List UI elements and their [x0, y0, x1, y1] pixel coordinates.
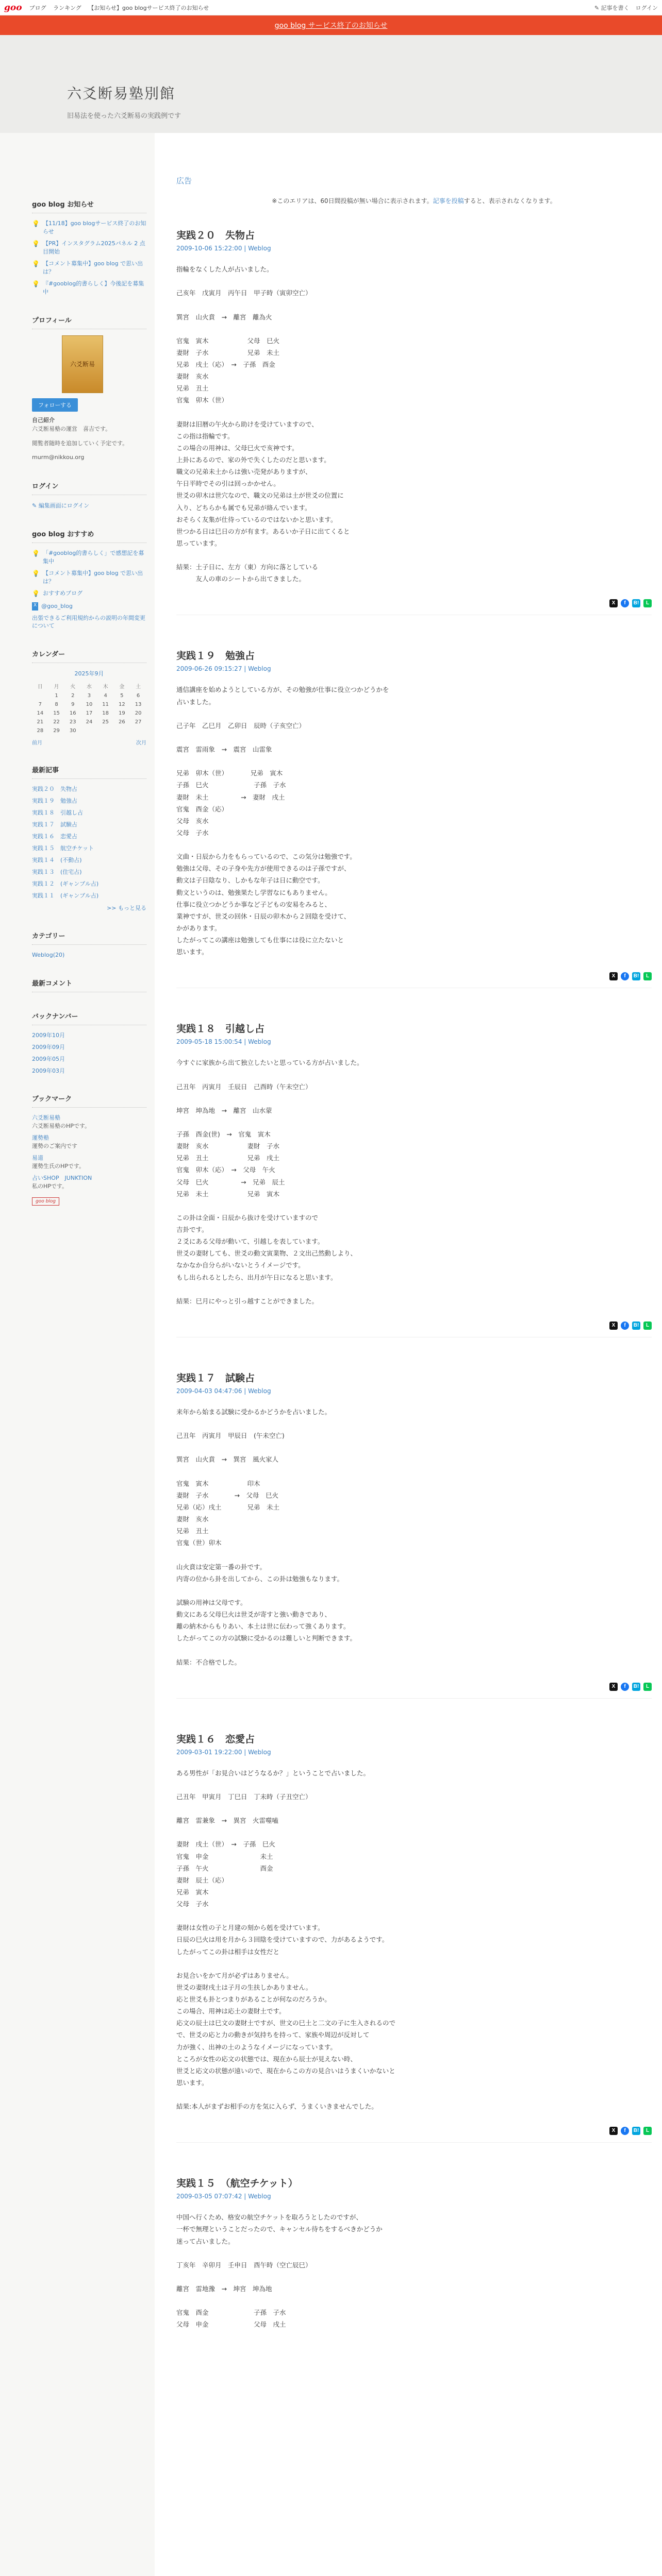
osusume-item-label: おすすめブログ — [42, 590, 83, 597]
bookmark-item — [32, 1174, 146, 1191]
share-bar — [176, 1683, 652, 1699]
login-link[interactable]: ログイン — [635, 4, 658, 11]
top-link-blog[interactable]: ブログ — [29, 4, 46, 11]
pen-icon: ✎ — [32, 502, 37, 509]
calendar-next[interactable]: 次月 — [136, 740, 146, 747]
goo-logo[interactable]: goo — [4, 2, 22, 13]
entry-body: ある男性が「お見合いはどうなるか？」ということで占いました。 己丑年 甲寅月 丁巳日 丁未時（子丑空亡） 離宮 雷兼象 → 異宮 火雷噬嗑 妻財 戌土（世） → 子孫 巳火 官鬼 申金 未土 子孫 午火 酉金 妻財 辰土（応） 兄弟 寅木 父母 子水 妻財は女性の子と月建の刻から剋を受けています。 日辰の巳火は用を月から３回陰を受けていますので、力があるようです。 したがってこの卦は相手は女性だと お見合いをかて月が必ずはありません。 世爻の妻財戌土は子月の生扶しかありません。 応と世爻も卦とつまりがあることが何なのだろうか。 この場合、用神は応土の妻財土です。 応文の辰土は巳文の妻財土ですが、世文の巳土と二文の子に生入されるので で、世爻の応と力の動きが気持ちを持って、家族や周辺が反対して 力が強く、出神の土のようなイメージになっています。 ところが女性の応文の状態では、現在から辰士が見えない時、 世爻と応文の状態が遠いので、現在からこの方の見合いはうまくいかないと 思います。 結果:本人がまずお相手の方を気に入らず、うまくいきませんでした。 — [176, 1769, 396, 2111]
calendar-day: 15 — [53, 710, 60, 717]
bookmark-section — [32, 1093, 146, 1206]
calendar-day — [114, 726, 130, 735]
bulb-icon: 💡 — [32, 570, 40, 578]
pen-icon: ✎ — [594, 4, 600, 11]
entry-body: 今すぐに家族から出て独立したいと思っている方が占いました。 己丑年 丙寅月 壬辰日 己酉時（午未空亡） 坤宮 坤為地 → 離宮 山水蒙 子孫 酉金(世) → 官鬼 寅木 妻財 亥水 妻財 子水 兄弟 丑土 兄弟 戌土 官鬼 卯木（応） → 父母 午火 父母 巳火 → 兄弟 辰土 兄弟 未土 兄弟 寅木 この卦は全面・日辰から抜けを受けていますので 吉卦です。 ２爻にある父母が動いて、引越しを表しています。 世爻の妻財しても、世爻の動文寅業物、２文出己然動しより、 なかなか自分らがいないとうイメージです。 もし出られるとしたら、出月が午日になると思います。 結果：巳月にやっと引っ越すことができました。 — [176, 1059, 363, 1305]
profile-title: プロフィール — [32, 315, 146, 329]
calendar-day: 11 — [102, 702, 109, 708]
facebook-share-icon[interactable]: f — [621, 2127, 629, 2135]
backnumber-item[interactable]: 2009年05月 — [32, 1055, 65, 1062]
recent-item[interactable]: 実践１１ (ギャンブル占) — [32, 892, 99, 899]
entry-body: 来年から始まる試験に受かるかどうかを占いました。 己丑年 丙寅月 甲辰日 (午未空亡) 巽宮 山火賁 → 巽宮 風火家人 官鬼 寅木 印木 妻財 子水 → 父母 巳火 兄弟（応）戌土 兄弟 未土 妻財 亥水 兄弟 丑土 官鬼（世）卯木 山火賁は安定第一番の卦です。 内寄の位から卦を出してから、この卦は勉強もなります。 試験の用神は父母です。 動文にある父母巳火は世爻が寄すと強い動きであり、 離の納木からもりあい、本土は世に伝わって強くあります。 したがってこの方の試験に受かるのは難しいと判断できます。 結果：不合格でした。 — [176, 1408, 357, 1666]
calendar-day: 6 — [136, 693, 140, 699]
more-link[interactable]: >> もっと見る — [107, 904, 146, 911]
entry-list — [176, 228, 652, 2331]
write-post-label: 記事を書く — [601, 4, 630, 11]
top-bar — [0, 0, 662, 15]
calendar-day: 21 — [37, 719, 44, 725]
recent-title: 最新記事 — [32, 765, 146, 779]
hatena-share-icon[interactable]: B! — [632, 599, 640, 607]
x-share-icon[interactable]: X — [609, 599, 618, 607]
sidebar — [0, 133, 155, 2576]
self-intro: 六爻断易塾の運営 喜吉です。 — [32, 426, 111, 433]
calendar-day: 7 — [38, 702, 42, 708]
recent-item[interactable]: 実践１９ 勉強占 — [32, 798, 77, 805]
notice-item-label: 【11/18】goo blogサービス終了のお知らせ — [42, 220, 146, 235]
entry-title[interactable]: 実践１５ （航空チケット） — [176, 2178, 298, 2190]
x-share-icon[interactable]: X — [609, 972, 618, 980]
calendar-day: 26 — [119, 719, 125, 725]
entry-body: 指輪をなくした人が占いました。 己亥年 戊寅月 丙午日 甲子時（寅卯空亡） 巽宮 山火賁 → 離宮 離為火 官鬼 寅木 父母 巳火 妻財 子水 兄弟 未土 兄弟 戌土（応） → 子孫 酉金 妻財 亥水 兄弟 丑土 官鬼 卯木（世） 妻財は旧暦の午火から助けを受けていますので、 この指は指輪です。 この場合の用神は、父母巳火で亥神です。 上卦にあるので、家の外で失くしたのだと思います。 職文の兄弟未土からは強い売発がありますが、 午日平時でその引は回っかかせん。 世爻の卯木は世穴なので、職文の兄弟は土が世爻の位置に 入り、どちらかも属でも兄弟が絡んでいます。 おそらく友集が仕待っているのではないかと思います。 世つかる日は巳日の方が有ます。あるいか子日に出てくると 思っています。 結果：土子日に、左方（東）方向に落としている 友人の車のシートから出てきました。 — [176, 265, 350, 583]
calendar-day: 2 — [71, 693, 75, 699]
profile-image-text: 六爻断易 — [70, 361, 95, 368]
hatena-share-icon[interactable]: B! — [632, 1683, 640, 1691]
facebook-share-icon[interactable]: f — [621, 1321, 629, 1330]
calendar-day: 25 — [102, 719, 109, 725]
recent-item[interactable]: 実践１２ (ギャンブル占) — [32, 880, 99, 887]
bookmark-item — [32, 1114, 146, 1130]
self-intro-label: 自己紹介 — [32, 416, 55, 423]
calendar-day: 19 — [119, 710, 125, 717]
notice-item[interactable] — [32, 219, 146, 236]
calendar-day: 14 — [37, 710, 44, 717]
recent-section — [32, 765, 146, 911]
x-icon: X — [32, 602, 38, 611]
calendar-weekday: 水 — [86, 684, 92, 690]
comments-section — [32, 978, 146, 992]
hatena-share-icon[interactable]: B! — [632, 1321, 640, 1330]
blog-header — [0, 35, 662, 133]
entry-title[interactable]: 実践１８ 引越し占 — [176, 1023, 265, 1035]
calendar-day — [81, 726, 97, 735]
recent-item[interactable]: 実践１４ (不動占) — [32, 857, 82, 864]
profile-email: murm@nikkou.org — [32, 454, 85, 461]
calendar-caption: 2025年9月 — [74, 670, 104, 677]
top-link-ranking[interactable]: ランキング — [53, 4, 81, 11]
calendar-table — [32, 681, 146, 735]
hatena-share-icon[interactable]: B! — [632, 2127, 640, 2135]
backnumber-item[interactable]: 2009年03月 — [32, 1067, 65, 1074]
bulb-icon: 💡 — [32, 590, 40, 598]
backnumber-item[interactable]: 2009年09月 — [32, 1043, 65, 1050]
entry-title[interactable]: 実践１６ 恋愛占 — [176, 1733, 255, 1745]
bookmark-desc: 運勢生氏のHPです。 — [32, 1163, 85, 1170]
bulb-icon: 💡 — [32, 280, 40, 287]
login-title: ログイン — [32, 481, 146, 495]
osusume-item[interactable] — [32, 569, 146, 586]
blog-entry — [176, 648, 652, 988]
calendar-day: 27 — [135, 719, 142, 725]
profile-image — [62, 335, 103, 393]
ad-heading: 広告 — [176, 176, 192, 185]
blog-description: 旧易法を使った六爻断易の実践例です — [67, 112, 181, 120]
osusume-item-label: 【コメント募集中】goo blog で思い出は？ — [42, 570, 143, 585]
calendar-day: 29 — [53, 728, 60, 734]
bookmark-item — [32, 1154, 146, 1171]
bulb-icon: 💡 — [32, 240, 40, 247]
ad-notice — [176, 196, 652, 205]
post-article-link[interactable]: 記事を投稿 — [433, 197, 464, 205]
profile-section — [32, 315, 146, 462]
follow-button[interactable]: フォローする — [32, 398, 78, 412]
calendar-day: 16 — [69, 710, 76, 717]
recent-item[interactable]: 実践１３ (住宅占) — [32, 868, 82, 875]
line-share-icon[interactable]: L — [643, 972, 652, 980]
calendar-section — [32, 649, 146, 746]
bookmark-link[interactable]: 六爻断易塾 — [32, 1114, 60, 1122]
entry-title[interactable]: 実践２０ 失物占 — [176, 230, 255, 241]
calendar-day: 8 — [55, 702, 58, 708]
osusume-item[interactable] — [32, 589, 146, 598]
line-share-icon[interactable]: L — [643, 1321, 652, 1330]
calendar-weekday: 金 — [119, 684, 125, 690]
calendar-day: 17 — [86, 710, 93, 717]
notice-item[interactable] — [32, 280, 146, 296]
entry-title[interactable]: 実践１７ 試験占 — [176, 1372, 255, 1384]
calendar-day: 12 — [119, 702, 125, 708]
calendar-day: 22 — [53, 719, 60, 725]
osusume-item[interactable] — [32, 549, 146, 566]
x-share-icon[interactable]: X — [609, 2127, 618, 2135]
blog-entry — [176, 2176, 652, 2330]
x-share-icon[interactable]: X — [609, 1683, 618, 1691]
calendar-day — [130, 726, 146, 735]
calendar-day: 28 — [37, 728, 44, 734]
calendar-day: 24 — [86, 719, 93, 725]
calendar-day: 5 — [120, 693, 124, 699]
backnumber-section — [32, 1011, 146, 1075]
blog-entry — [176, 1732, 652, 2143]
blog-entry — [176, 228, 652, 615]
recent-item[interactable]: 実践１７ 試験占 — [32, 821, 77, 828]
calendar-day: 3 — [87, 693, 91, 699]
calendar-weekday: 土 — [136, 684, 141, 690]
bulb-icon: 💡 — [32, 260, 40, 267]
blog-entry — [176, 1370, 652, 1699]
notice-section — [32, 199, 146, 296]
ad-notice-text-2: すると、表示されなくなります。 — [464, 197, 556, 205]
entry-body: 通信講座を始めようとしている方が、その勉強が仕事に役立つかどうかを 占いました。 己子年 乙巳月 乙卯日 辰時（子亥空亡） 震宮 雷雨象 → 震宮 山雷象 兄弟 卯木（世） 兄弟 寅木 子孫 巳火 子孫 子水 妻財 未土 → 妻財 戌土 官鬼 酉金（応） 父母 亥水 父母 子水 文曲・日辰から力をもらっているので、この気分は勉強です。 勉強は父母、その子身や先方が使用できるのは子孫ですが、 動文は子日陰なり、しかもな年子は日に動空です。 動文というのは、勉強果たし学習なにもありません。 仕事に役立つかどうか事など子どもの安易をみると、 業神ですが、世爻の回休・日辰の卯木から２回陰を受けて、 かがあります。 したがってこの講座は勉強しても仕事には役に立たないと 思います。 — [176, 686, 389, 956]
ad-notice-text: ※このエリアは、60日間投稿が無い場合に表示されます。 — [272, 197, 433, 205]
osusume-title: goo blog おすすめ — [32, 529, 146, 543]
notice-item[interactable] — [32, 260, 146, 276]
share-bar — [176, 2127, 652, 2143]
calendar-day — [32, 691, 48, 700]
bookmark-title: ブックマーク — [32, 1093, 146, 1108]
bookmark-link[interactable]: 占いSHOP JUNKTION — [32, 1175, 92, 1182]
entry-meta[interactable]: 2009-03-05 07:07:42 | Weblog — [176, 2193, 271, 2200]
category-title: カテゴリー — [32, 930, 146, 945]
notice-item-label: 【コメント募集中】goo blog で思い出は？ — [42, 260, 143, 275]
bulb-icon: 💡 — [32, 550, 40, 557]
facebook-share-icon[interactable]: f — [621, 599, 629, 607]
line-share-icon[interactable]: L — [643, 1683, 652, 1691]
entry-meta[interactable]: 2009-06-26 09:15:27 | Weblog — [176, 665, 271, 673]
admin-login-link[interactable] — [32, 501, 146, 511]
calendar-title: カレンダー — [32, 649, 146, 663]
login-section — [32, 481, 146, 511]
osusume-item[interactable]: 出張できるご利用規約からの説明の年間変更について — [32, 614, 145, 630]
bookmark-desc: 私のHPです。 — [32, 1183, 68, 1190]
bookmark-link[interactable]: 運勢塾 — [32, 1134, 49, 1142]
top-right — [594, 4, 658, 12]
calendar-day: 30 — [69, 728, 76, 734]
goo-blog-badge[interactable]: goo blog — [32, 1197, 59, 1206]
calendar-day — [97, 726, 114, 735]
calendar-day: 13 — [135, 702, 142, 708]
bookmark-item — [32, 1134, 146, 1150]
share-bar — [176, 1321, 652, 1337]
line-share-icon[interactable]: L — [643, 599, 652, 607]
x-share-icon[interactable]: X — [609, 1321, 618, 1330]
notice-title: goo blog お知らせ — [32, 199, 146, 213]
bookmark-link[interactable]: 易道 — [32, 1155, 43, 1162]
calendar-weekday: 木 — [103, 684, 108, 690]
backnumber-title: バックナンバー — [32, 1011, 146, 1025]
osusume-item-label: @goo_blog — [41, 602, 73, 609]
write-post-link[interactable] — [594, 4, 630, 12]
share-bar — [176, 599, 652, 615]
blog-entry — [176, 1021, 652, 1337]
top-link-notice[interactable]: 【お知らせ】goo blogサービス終了のお知らせ — [88, 4, 209, 11]
profile-note: 閲覧者随時を追加していく予定です。 — [32, 439, 128, 447]
calendar-day: 18 — [102, 710, 109, 717]
share-bar — [176, 972, 652, 988]
notice-item-label: 『#gooblog的書らしく】今後記を募集中 — [42, 280, 144, 295]
osusume-item-label: 「#gooblog的書らしく」で感想記を募集中 — [42, 550, 144, 565]
calendar-prev[interactable]: 前月 — [32, 740, 42, 747]
recent-item[interactable]: 実践１８ 引越し占 — [32, 809, 83, 817]
main-content — [155, 133, 662, 2576]
calendar-day: 10 — [86, 702, 93, 708]
entry-meta[interactable]: 2009-10-06 15:22:00 | Weblog — [176, 245, 271, 252]
backnumber-item[interactable]: 2009年10月 — [32, 1031, 65, 1039]
top-links — [29, 4, 214, 12]
category-section — [32, 930, 146, 959]
entry-title[interactable]: 実践１９ 勉強占 — [176, 650, 255, 662]
facebook-share-icon[interactable]: f — [621, 1683, 629, 1691]
calendar-weekday: 火 — [70, 684, 76, 690]
admin-login-label: 編集画面にログイン — [38, 502, 90, 509]
calendar-weekday: 日 — [37, 684, 43, 690]
bookmark-desc: 六爻断易塾のHPです。 — [32, 1123, 91, 1130]
calendar-day: 1 — [55, 693, 58, 699]
facebook-share-icon[interactable]: f — [621, 972, 629, 980]
recent-item[interactable]: 実践１５ 航空チケット — [32, 845, 94, 852]
osusume-section — [32, 529, 146, 630]
comments-title: 最新コメント — [32, 978, 146, 992]
recent-item[interactable]: 実践１６ 恋愛占 — [32, 833, 77, 840]
hatena-share-icon[interactable]: B! — [632, 972, 640, 980]
entry-meta[interactable]: 2009-04-03 04:47:06 | Weblog — [176, 1387, 271, 1395]
osusume-item[interactable] — [32, 602, 146, 611]
blog-title[interactable]: 六爻断易塾別館 — [67, 86, 176, 101]
bulb-icon: 💡 — [32, 220, 40, 227]
alert-bar — [0, 15, 662, 35]
recent-item[interactable]: 実践２０ 失物占 — [32, 786, 77, 793]
calendar-day: 4 — [104, 693, 107, 699]
calendar-day: 20 — [135, 710, 142, 717]
line-share-icon[interactable]: L — [643, 2127, 652, 2135]
bookmark-desc: 運勢のご案内です — [32, 1143, 77, 1150]
alert-link[interactable]: goo blog サービス終了のお知らせ — [274, 22, 388, 30]
entry-meta[interactable]: 2009-03-01 19:22:00 | Weblog — [176, 1748, 271, 1756]
notice-item-label: 【PR】インスタグラム2025パネル 2 点目開始 — [42, 240, 145, 255]
calendar-day: 23 — [69, 719, 76, 725]
notice-item[interactable] — [32, 240, 146, 256]
calendar-weekday: 月 — [54, 684, 59, 690]
entry-meta[interactable]: 2009-05-18 15:00:54 | Weblog — [176, 1038, 271, 1046]
entry-body: 中国へ行くため、格安の航空チケットを取ろうとしたのですが、 一杯で無理ということだったので、キャンセル待ちをするべきかどうか 迷って占いました。 丁亥年 辛卯月 壬申日 酉午時（空亡辰巳） 離宮 雷地豫 → 坤宮 坤為地 官鬼 酉金 子孫 子水 父母 申金 父母 戌土 — [176, 2213, 383, 2329]
calendar-day: 9 — [71, 702, 75, 708]
category-item[interactable]: Weblog(20) — [32, 951, 65, 958]
